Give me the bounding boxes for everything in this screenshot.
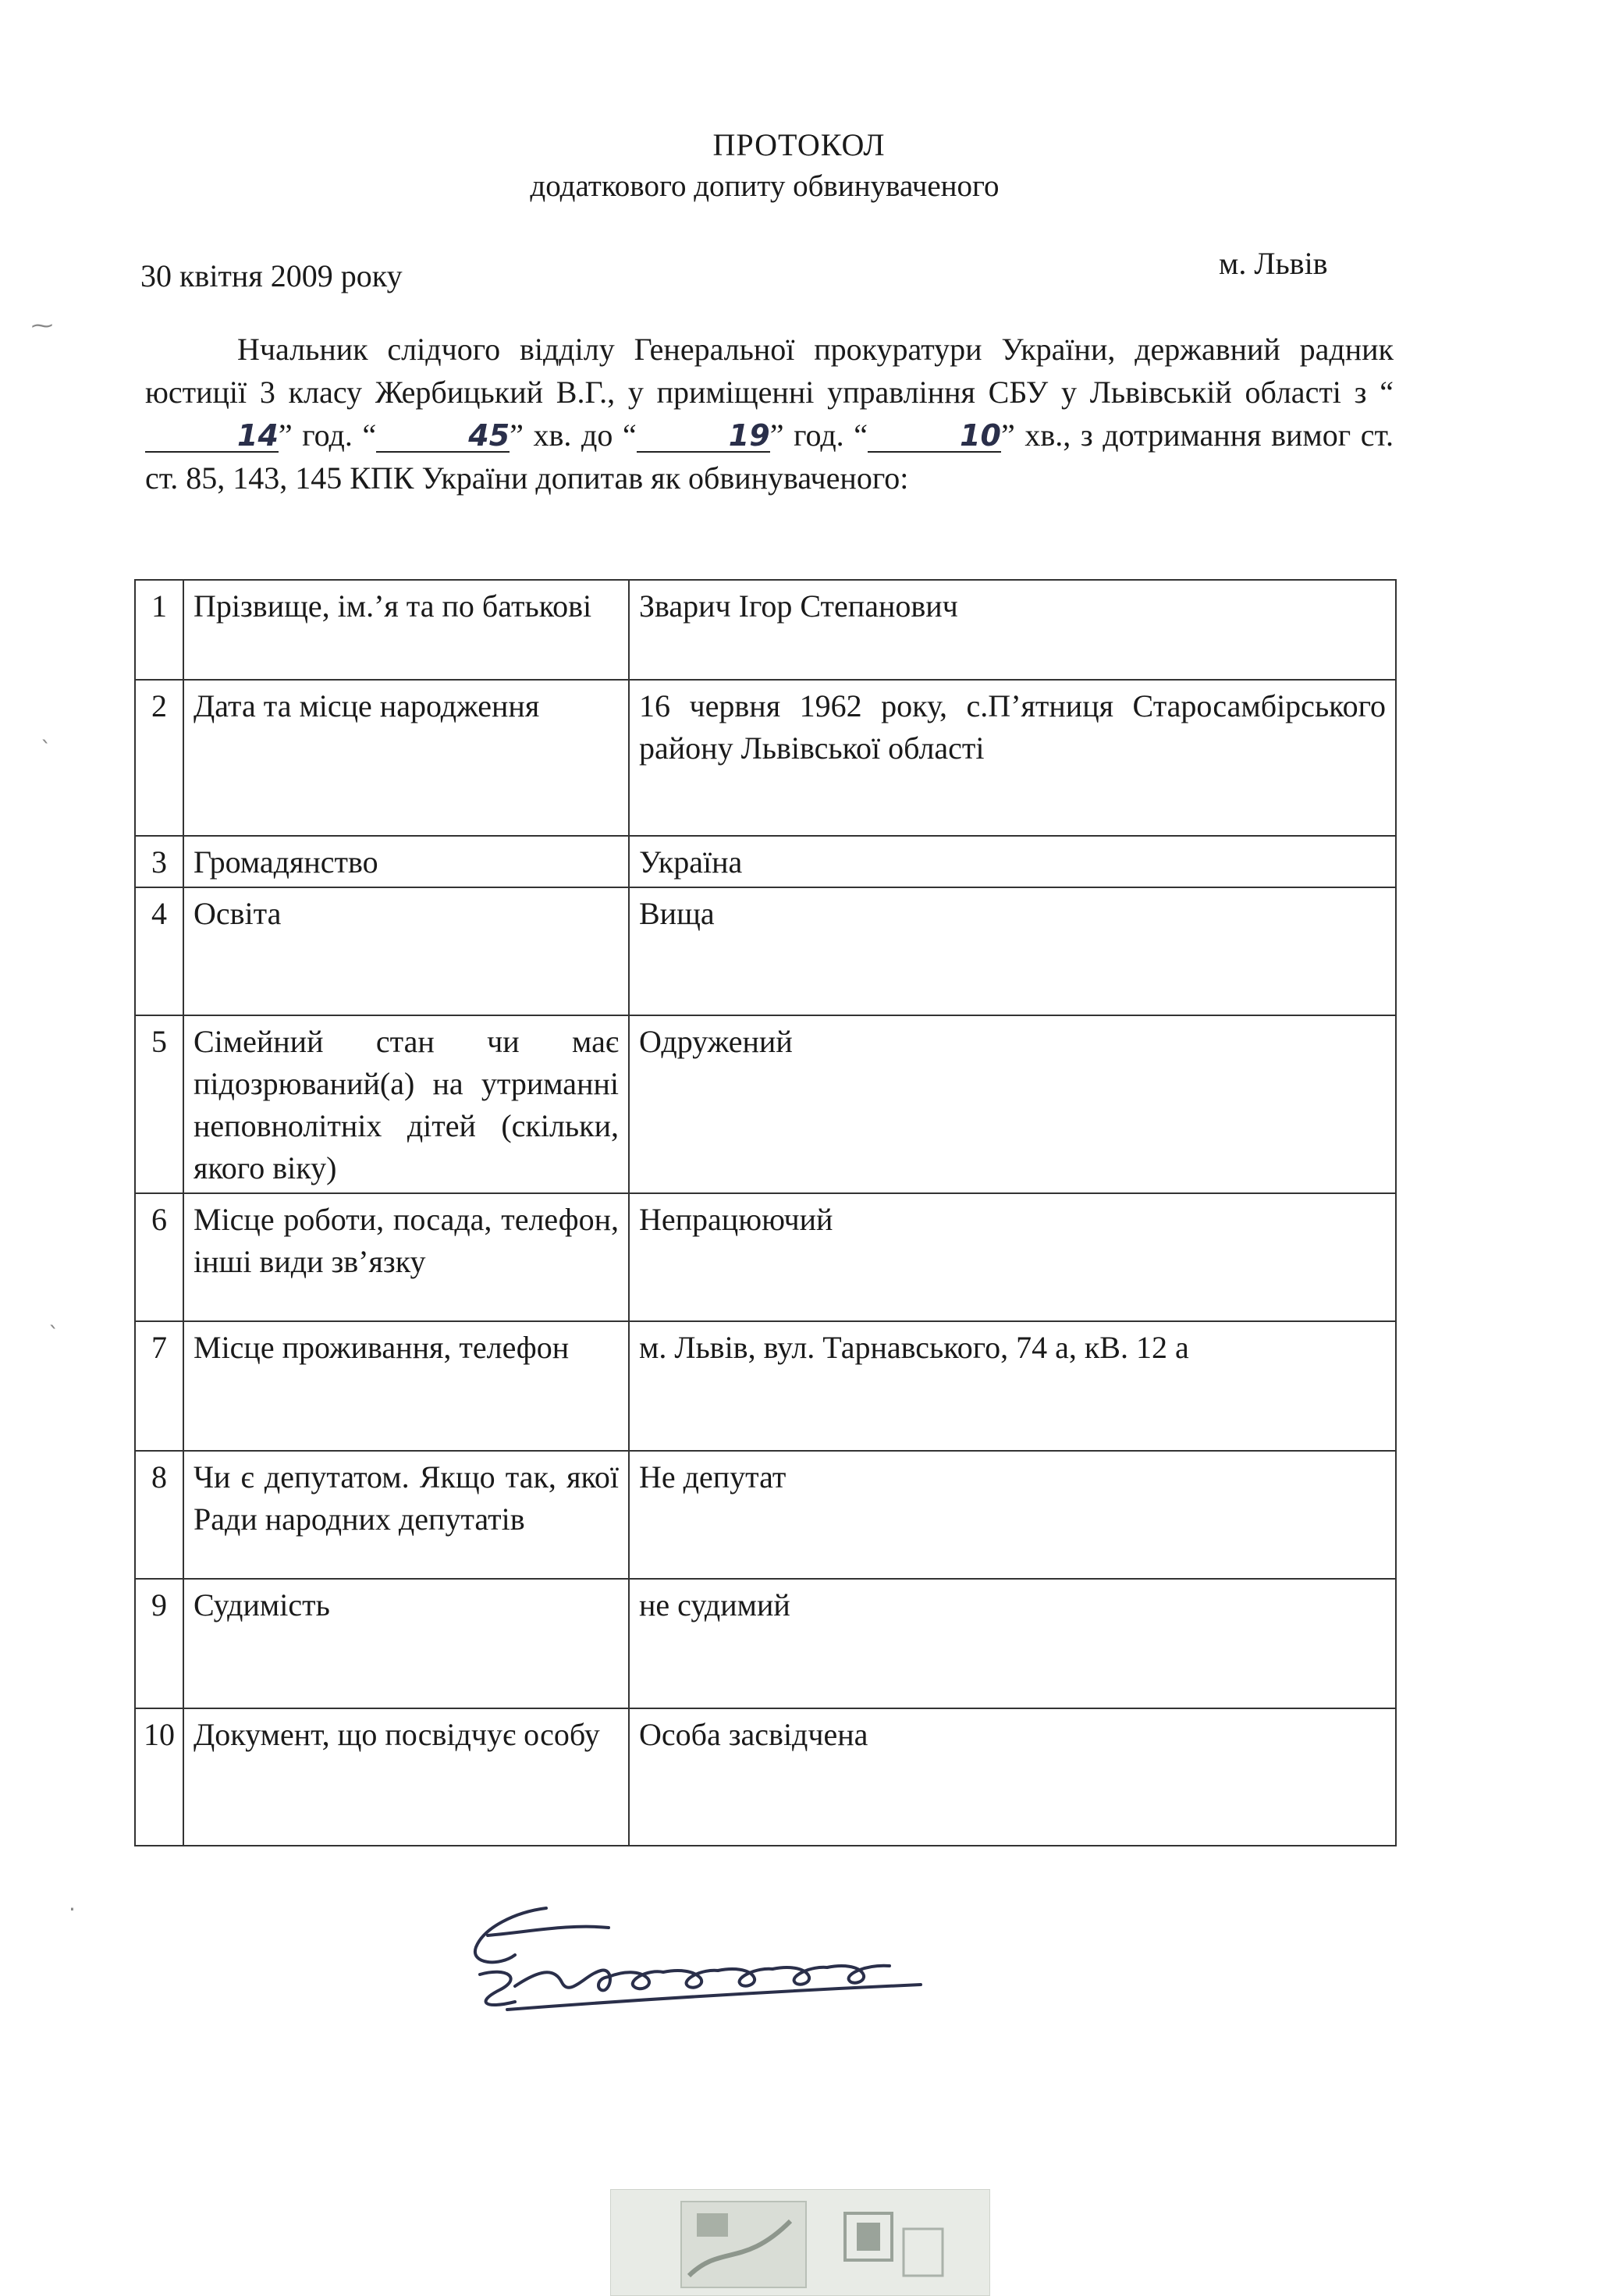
table-row (135, 1451, 1396, 1579)
row-label: Громадянство (183, 836, 629, 887)
signature-icon (453, 1893, 952, 2041)
handwritten-hour-from: 14 (145, 420, 279, 453)
row-number: 5 (135, 1015, 183, 1193)
scan-mark: ⁓ (31, 312, 53, 338)
row-number: 4 (135, 887, 183, 1015)
row-value: 16 червня 1962 року, с.П’ятниця Старосамбірського району Львівської області (629, 680, 1396, 836)
table-row (135, 680, 1396, 836)
row-number: 1 (135, 580, 183, 680)
handwritten-hour-to: 19 (637, 420, 770, 453)
intro-text-4: ” год. “ (769, 418, 868, 453)
row-value: Не депутат (629, 1451, 1396, 1579)
table-row (135, 836, 1396, 887)
row-number: 2 (135, 680, 183, 836)
intro-text-3: ” хв. до “ (510, 418, 637, 453)
handwritten-minute-from: 45 (376, 420, 510, 453)
stamp-fragment (610, 2189, 990, 2296)
scan-mark: ˎ (41, 718, 51, 744)
row-number: 3 (135, 836, 183, 887)
row-value: Зварич Ігор Степанович (629, 580, 1396, 680)
table-row (135, 580, 1396, 680)
document-title: ПРОТОКОЛ (712, 127, 886, 162)
table-row (135, 1015, 1396, 1193)
personal-info-table (134, 579, 1397, 1846)
row-label: Прізвище, ім.’я та по батькові (183, 580, 629, 680)
row-label: Дата та місце народження (183, 680, 629, 836)
scan-mark: ˎ (48, 1303, 59, 1329)
row-number: 7 (135, 1321, 183, 1451)
intro-text-1: Нчальник слідчого відділу Генеральної прокуратури України, державний радник юстиції 3 класу Жербицький В.Г., у приміщенні управління СБУ у Львівській області з “ (145, 332, 1394, 410)
row-number: 6 (135, 1193, 183, 1321)
row-label: Освіта (183, 887, 629, 1015)
table-row (135, 1321, 1396, 1451)
table-row (135, 1708, 1396, 1846)
document-city: м. Львів (1219, 246, 1328, 281)
intro-paragraph (145, 328, 1394, 499)
row-value: Непрацюючий (629, 1193, 1396, 1321)
stamp-emblem-icon (837, 2205, 954, 2284)
intro-text-5: ” хв., з дотримання вимог ст. ст. 85, 143, 145 КПК України допитав як обвинуваченого: (145, 418, 1394, 496)
row-label: Місце роботи, посада, телефон, інші види зв’язку (183, 1193, 629, 1321)
document-date: 30 квітня 2009 року (140, 258, 403, 293)
row-number: 8 (135, 1451, 183, 1579)
row-value: Україна (629, 836, 1396, 887)
stamp-film-strip-icon (673, 2198, 814, 2291)
table-row (135, 1579, 1396, 1708)
row-value: Особа засвідчена (629, 1708, 1396, 1846)
row-value: Вища (629, 887, 1396, 1015)
row-value: Одружений (629, 1015, 1396, 1193)
row-number: 9 (135, 1579, 183, 1708)
row-label: Судимість (183, 1579, 629, 1708)
intro-text-2: ” год. “ (278, 418, 377, 453)
document-subtitle: додаткового допиту обвинуваченого (530, 169, 1000, 203)
row-label: Місце проживання, телефон (183, 1321, 629, 1451)
row-label: Чи є депутатом. Якщо так, якої Ради народних депутатів (183, 1451, 629, 1579)
row-value: м. Львів, вул. Тарнавського, 74 а, кВ. 12 а (629, 1321, 1396, 1451)
scan-mark: · (69, 1896, 76, 1922)
handwritten-minute-to: 10 (868, 420, 1001, 453)
row-label: Сімейний стан чи має підозрюваний(а) на утриманні неповнолітніх дітей (скільки, якого віку) (183, 1015, 629, 1193)
table-row (135, 1193, 1396, 1321)
row-label: Документ, що посвідчує особу (183, 1708, 629, 1846)
row-value: не судимий (629, 1579, 1396, 1708)
row-number: 10 (135, 1708, 183, 1846)
table-row (135, 887, 1396, 1015)
